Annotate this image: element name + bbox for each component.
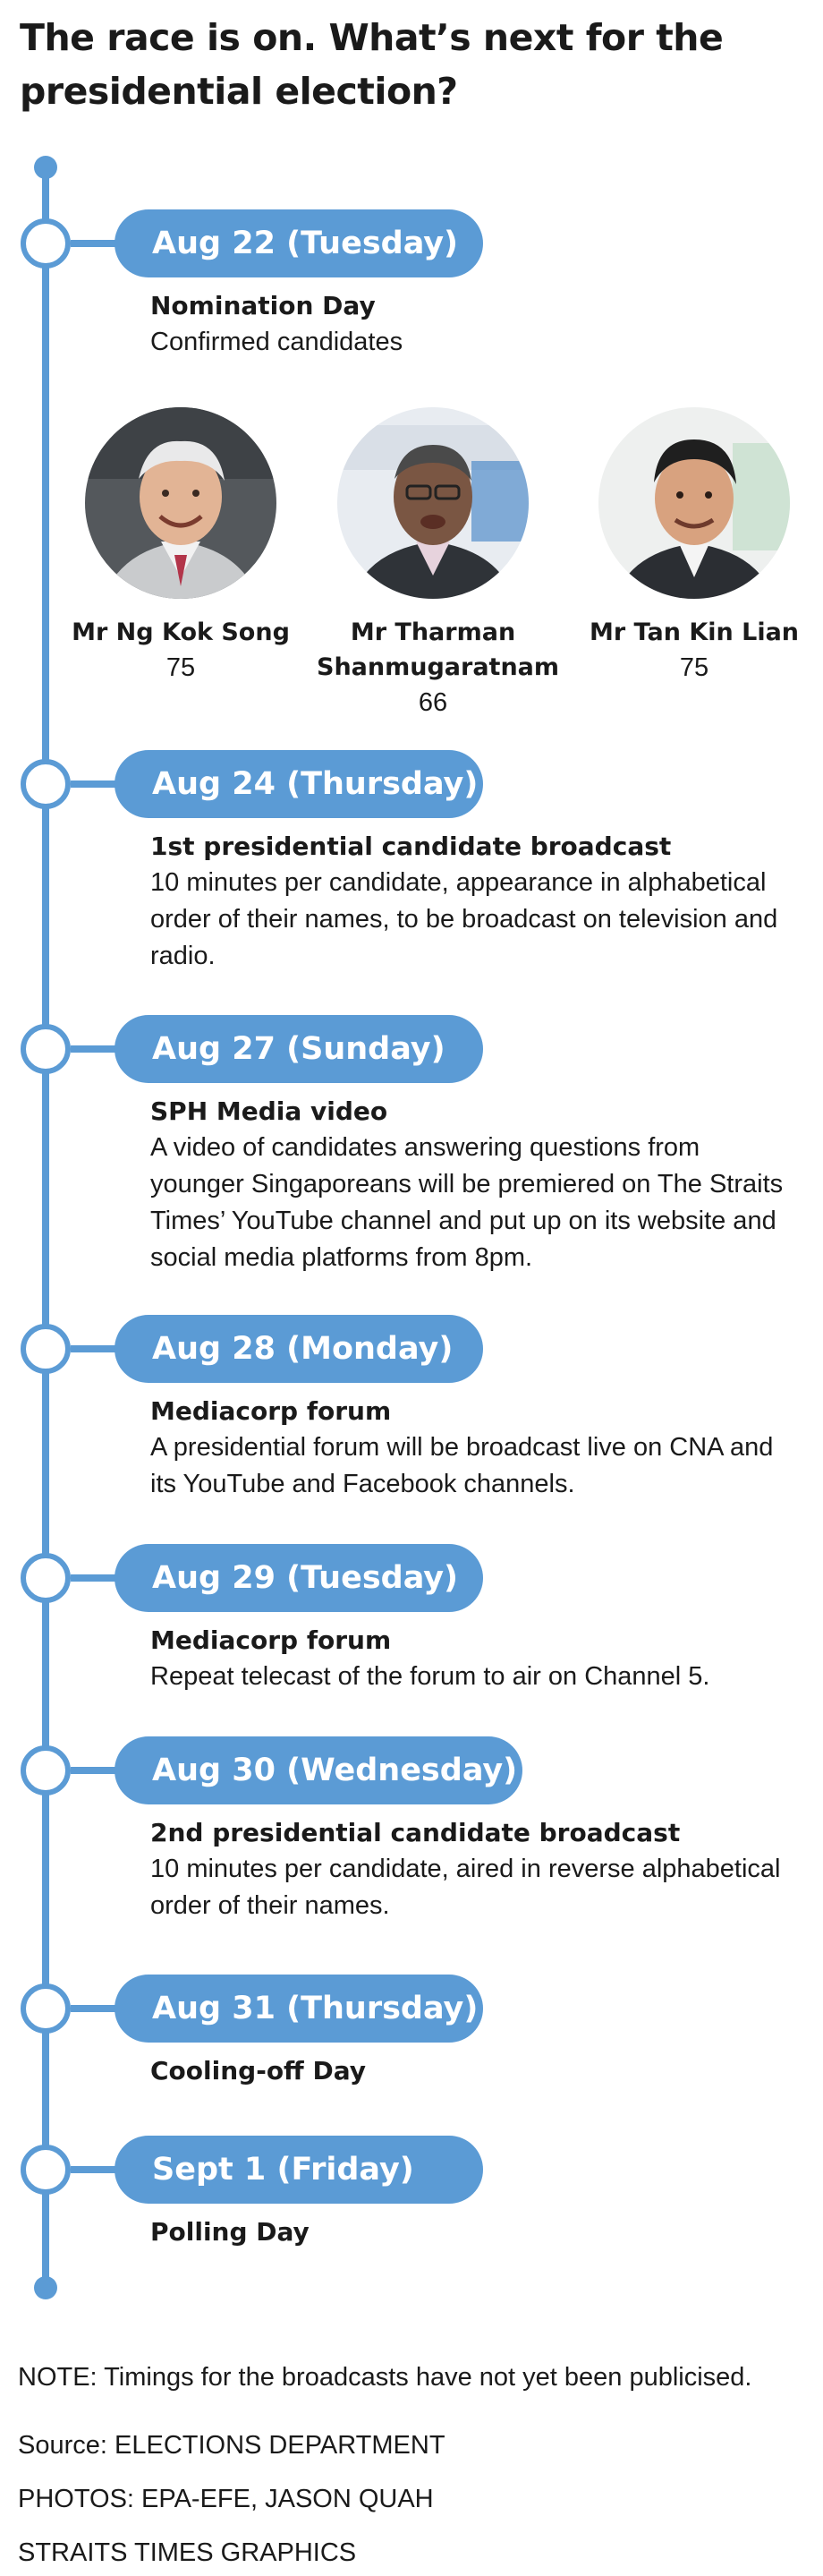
date-pill: Aug 30 (Wednesday) bbox=[115, 1736, 522, 1804]
candidate-name: Mr Tan Kin Lian bbox=[589, 618, 800, 646]
event-mediacorp-forum-repeat bbox=[150, 1623, 794, 1695]
candidate-name: Mr Tharman Shanmugaratnam bbox=[317, 618, 560, 681]
timeline-node bbox=[21, 1324, 71, 1374]
candidate-card bbox=[578, 407, 810, 686]
timeline-line bbox=[42, 166, 49, 2288]
timeline-end-dot bbox=[34, 2276, 57, 2299]
footer-credit: STRAITS TIMES GRAPHICS bbox=[18, 2538, 357, 2567]
event-sph-media-video bbox=[150, 1094, 794, 1276]
date-pill: Aug 27 (Sunday) bbox=[115, 1015, 483, 1083]
candidate-card bbox=[64, 407, 297, 686]
portrait-icon bbox=[598, 407, 790, 599]
portrait-icon bbox=[337, 407, 529, 599]
event-title: Mediacorp forum bbox=[150, 1625, 392, 1655]
event-description: 10 minutes per candidate, appearance in alphabetical order of their names, to be broadcast on television and radio. bbox=[150, 868, 778, 970]
event-title: 1st presidential candidate broadcast bbox=[150, 832, 672, 861]
candidate-card bbox=[317, 407, 560, 721]
candidate-age: 66 bbox=[418, 688, 448, 717]
event-description: A video of candidates answering questions from younger Singaporeans will be premiered on The Straits Times’ YouTube channel and put up on its website and social media platforms from 8pm. bbox=[150, 1133, 784, 1272]
date-pill: Sept 1 (Friday) bbox=[115, 2136, 483, 2204]
event-nomination-day bbox=[150, 288, 794, 361]
footer-note: NOTE: Timings for the broadcasts have not yet been publicised. bbox=[18, 2363, 752, 2392]
event-cooling-off-day bbox=[150, 2053, 794, 2089]
event-description: Repeat telecast of the forum to air on Channel 5. bbox=[150, 1662, 710, 1691]
timeline-node bbox=[21, 1024, 71, 1074]
event-title: Cooling-off Day bbox=[150, 2056, 367, 2086]
event-title: SPH Media video bbox=[150, 1096, 388, 1126]
candidate-photo bbox=[337, 407, 529, 599]
date-pill: Aug 31 (Thursday) bbox=[115, 1975, 483, 2043]
timeline-node bbox=[21, 1983, 71, 2034]
date-pill: Aug 29 (Tuesday) bbox=[115, 1544, 483, 1612]
date-pill: Aug 22 (Tuesday) bbox=[115, 209, 483, 277]
event-title: 2nd presidential candidate broadcast bbox=[150, 1818, 681, 1847]
event-polling-day bbox=[150, 2214, 794, 2250]
portrait-icon bbox=[85, 407, 276, 599]
timeline-node bbox=[21, 759, 71, 809]
date-pill: Aug 24 (Thursday) bbox=[115, 750, 483, 818]
event-title: Nomination Day bbox=[150, 291, 376, 320]
timeline-start-dot bbox=[34, 156, 57, 179]
timeline-node bbox=[21, 218, 71, 269]
event-mediacorp-forum bbox=[150, 1394, 794, 1503]
timeline-node bbox=[21, 1745, 71, 1796]
page-title: The race is on. What’s next for the presidential election? bbox=[20, 16, 724, 113]
event-description: A presidential forum will be broadcast live on CNA and its YouTube and Facebook channels. bbox=[150, 1433, 774, 1498]
event-title: Polling Day bbox=[150, 2217, 310, 2247]
timeline-node bbox=[21, 1553, 71, 1603]
footer-photos: PHOTOS: EPA-EFE, JASON QUAH bbox=[18, 2485, 434, 2513]
candidate-photo bbox=[598, 407, 790, 599]
timeline-node bbox=[21, 2145, 71, 2195]
event-title: Mediacorp forum bbox=[150, 1396, 392, 1426]
event-description: Confirmed candidates bbox=[150, 328, 403, 356]
candidate-photo bbox=[85, 407, 276, 599]
candidate-age: 75 bbox=[679, 653, 709, 682]
footer-source: Source: ELECTIONS DEPARTMENT bbox=[18, 2431, 445, 2460]
event-description: 10 minutes per candidate, aired in reverse alphabetical order of their names. bbox=[150, 1855, 781, 1920]
candidate-name: Mr Ng Kok Song bbox=[72, 618, 290, 646]
date-pill: Aug 28 (Monday) bbox=[115, 1315, 483, 1383]
event-first-broadcast bbox=[150, 829, 794, 975]
candidate-age: 75 bbox=[165, 653, 196, 682]
event-second-broadcast bbox=[150, 1815, 794, 1924]
